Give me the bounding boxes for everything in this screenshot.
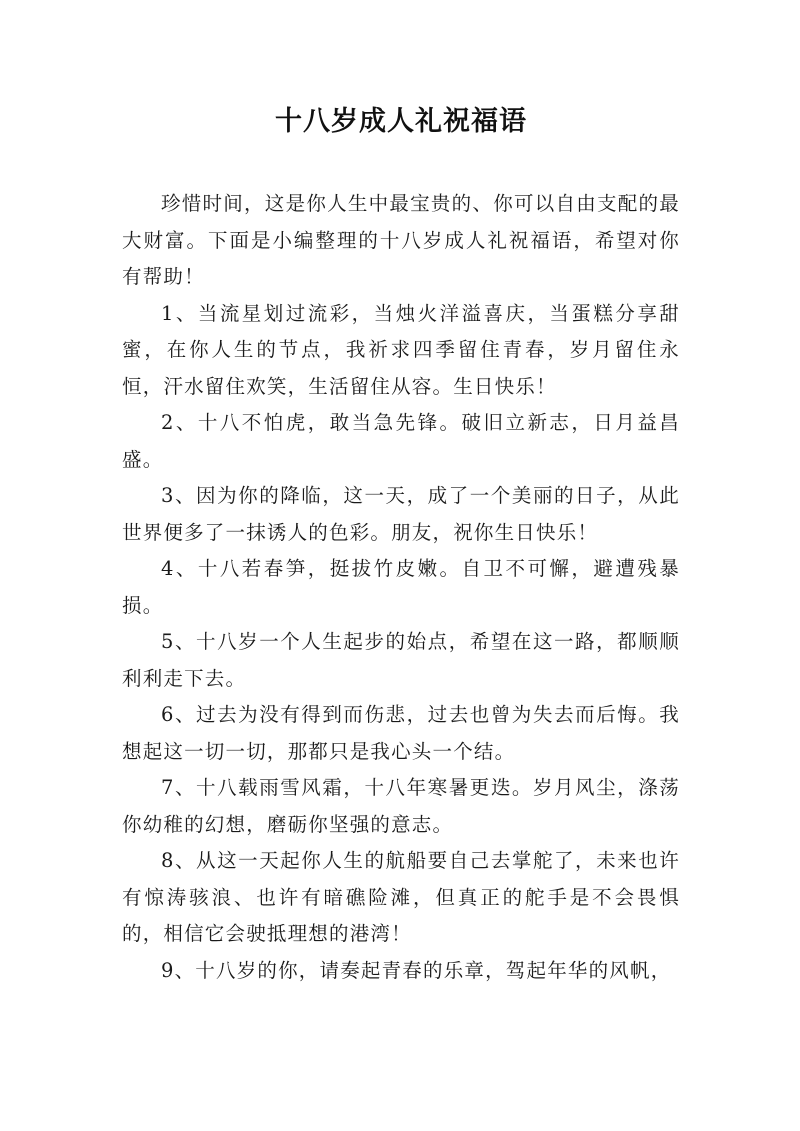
paragraph-5: 5、十八岁一个人生起步的始点，希望在这一路，都顺顺利利走下去。	[122, 630, 680, 690]
paragraph-4: 4、十八若春笋，挺拔竹皮嫩。自卫不可懈，避遭残暴损。	[122, 557, 680, 617]
paragraph-intro: 珍惜时间，这是你人生中最宝贵的、你可以自由支配的最大财富。下面是小编整理的十八岁成人礼祝福语，希望对你有帮助！	[122, 192, 680, 288]
paragraph-7: 7、十八载雨雪风霜，十八年寒暑更迭。岁月风尘，涤荡你幼稚的幻想，磨砺你坚强的意志。	[122, 776, 680, 836]
paragraph-2: 2、十八不怕虎，敢当急先锋。破旧立新志，日月益昌盛。	[122, 411, 680, 471]
paragraph-9: 9、十八岁的你，请奏起青春的乐章，驾起年华的风帆，	[161, 958, 672, 982]
paragraph-3: 3、因为你的降临，这一天，成了一个美丽的日子，从此世界便多了一抹诱人的色彩。朋友，祝你生日快乐！	[122, 484, 680, 544]
paragraph-8: 8、从这一天起你人生的航船要自己去掌舵了，未来也许有惊涛骇浪、也许有暗礁险滩，但真正的舵手是不会畏惧的，相信它会驶抵理想的港湾！	[122, 849, 680, 945]
page-title: 十八岁成人礼祝福语	[275, 106, 527, 137]
paragraph-1: 1、当流星划过流彩，当烛火洋溢喜庆，当蛋糕分享甜蜜，在你人生的节点，我祈求四季留住青春，岁月留住永恒，汗水留住欢笑，生活留住从容。生日快乐！	[122, 301, 680, 398]
paragraph-6: 6、过去为没有得到而伤悲，过去也曾为失去而后悔。我想起这一切一切，那都只是我心头一个结。	[122, 703, 680, 763]
document-body	[122, 186, 680, 989]
